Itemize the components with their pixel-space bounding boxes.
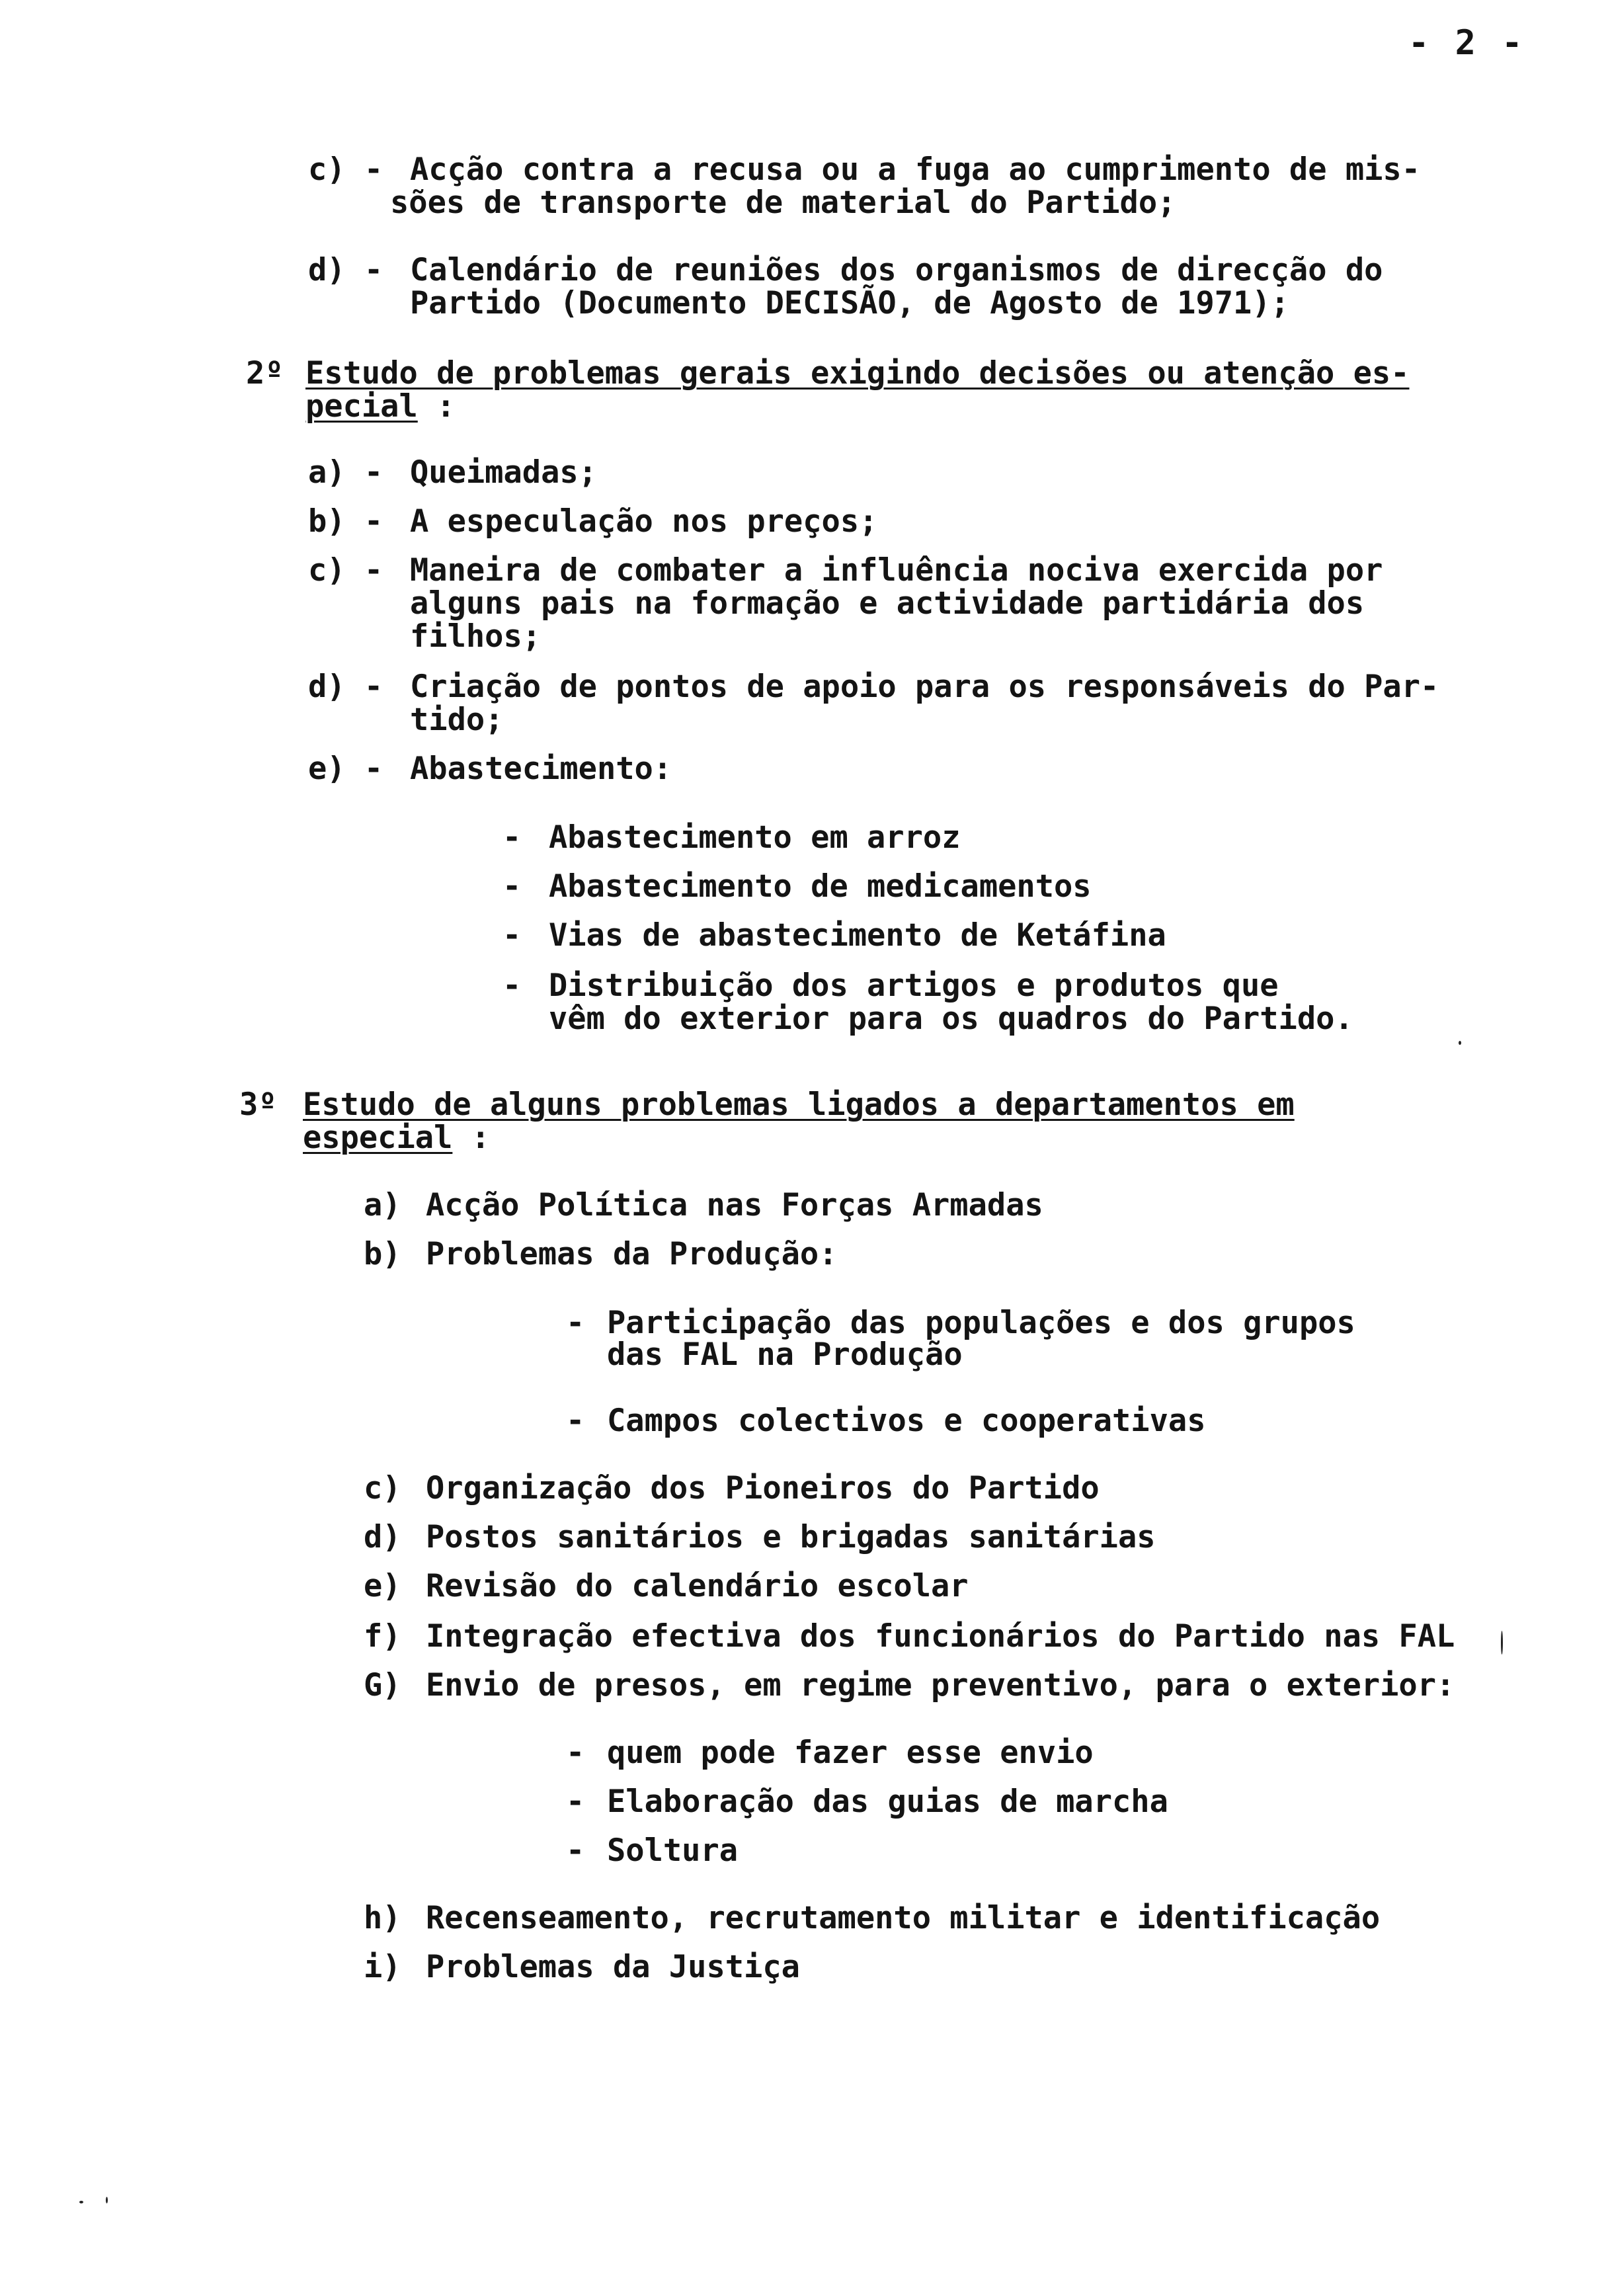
sub-item-text: vêm do exterior para os quadros do Partido. <box>549 1001 1353 1037</box>
sub-item-dash: - <box>502 868 522 905</box>
item-text: Criação de pontos de apoio para os responsáveis do Par- <box>410 669 1439 705</box>
item-text: Calendário de reuniões dos organismos de direcção do <box>410 252 1383 288</box>
sub-item-dash: - <box>502 819 522 856</box>
sub-item-text: Campos colectivos e cooperativas <box>607 1403 1206 1439</box>
item-label: G) <box>364 1667 401 1703</box>
item-label: a) <box>364 1187 401 1223</box>
item-text: Abastecimento: <box>410 751 672 787</box>
item-label: a) - <box>308 454 383 491</box>
item-text: A especulação nos preços; <box>410 503 878 540</box>
item-label: d) - <box>308 252 383 288</box>
item-label: b) <box>364 1236 401 1272</box>
sub-item-text: das FAL na Produção <box>607 1336 963 1373</box>
sub-item-text: Vias de abastecimento de Ketáfina <box>549 917 1166 954</box>
sub-item-text: Elaboração das guias de marcha <box>607 1784 1168 1820</box>
item-label: b) - <box>308 503 383 540</box>
item-label: d) <box>364 1519 401 1555</box>
item-text: Acção Política nas Forças Armadas <box>426 1187 1043 1223</box>
sub-item-dash: - <box>566 1305 585 1341</box>
item-label: f) <box>364 1618 401 1655</box>
item-text: tido; <box>410 702 504 738</box>
item-text: Revisão do calendário escolar <box>426 1568 969 1604</box>
item-text: Maneira de combater a influência nociva exercida por <box>410 552 1383 589</box>
item-label: c) - <box>308 151 383 188</box>
sub-item-dash: - <box>566 1735 585 1771</box>
sub-item-dash: - <box>502 917 522 954</box>
sub-item-text: Abastecimento de medicamentos <box>549 868 1092 905</box>
heading-colon: : <box>452 1120 490 1156</box>
sub-item-dash: - <box>566 1403 585 1439</box>
scan-speck <box>79 2201 83 2203</box>
item-label: d) - <box>308 669 383 705</box>
item-text: Integração efectiva dos funcionários do Partido nas FAL <box>426 1618 1455 1655</box>
item-label: i) <box>364 1949 401 1985</box>
sub-item-text: Abastecimento em arroz <box>549 819 961 856</box>
item-text: Problemas da Produção: <box>426 1236 838 1272</box>
section-heading-line2 <box>305 390 455 423</box>
item-label: h) <box>364 1900 401 1936</box>
item-text: sões de transporte de material do Partido; <box>390 184 1176 221</box>
item-text: Partido (Documento DECISÃO, de Agosto de 1971); <box>410 285 1289 321</box>
scan-speck <box>1459 1041 1461 1045</box>
item-text: Recenseamento, recrutamento militar e identificação <box>426 1900 1381 1936</box>
scan-speck <box>1501 1631 1503 1655</box>
item-text: Problemas da Justiça <box>426 1949 800 1985</box>
sub-item-text: Distribuição dos artigos e produtos que <box>549 967 1279 1004</box>
heading-colon: : <box>417 388 456 425</box>
item-text: Organização dos Pioneiros do Partido <box>426 1470 1100 1506</box>
item-text: Acção contra a recusa ou a fuga ao cumprimento de mis- <box>410 151 1421 188</box>
sub-item-dash: - <box>566 1832 585 1869</box>
sub-item-text: Participação das populações e dos grupos <box>607 1305 1355 1341</box>
item-text: Queimadas; <box>410 454 597 491</box>
item-label: c) - <box>308 552 383 589</box>
item-label: e) - <box>308 751 383 787</box>
section-heading-line2 <box>303 1122 490 1155</box>
item-text: Envio de presos, em regime preventivo, para o exterior: <box>426 1667 1455 1703</box>
scan-speck <box>106 2197 108 2203</box>
sub-item-text: quem pode fazer esse envio <box>607 1735 1094 1771</box>
section-number: 2º <box>246 355 284 391</box>
section-number: 3º <box>239 1086 277 1123</box>
item-text: alguns pais na formação e actividade partidária dos <box>410 585 1365 622</box>
section-heading: Estudo de problemas gerais exigindo decisões ou atenção es- <box>305 355 1410 391</box>
item-label: c) <box>364 1470 401 1506</box>
sub-item-dash: - <box>502 967 522 1004</box>
item-label: e) <box>364 1568 401 1604</box>
sub-item-dash: - <box>566 1784 585 1820</box>
item-text: Postos sanitários e brigadas sanitárias <box>426 1519 1156 1555</box>
sub-item-text: Soltura <box>607 1832 739 1869</box>
section-heading-cont: pecial <box>305 388 418 425</box>
page-number: - 2 - <box>1408 23 1525 63</box>
section-heading: Estudo de alguns problemas ligados a departamentos em <box>303 1086 1295 1123</box>
item-text: filhos; <box>410 618 542 655</box>
section-heading-cont: especial <box>303 1120 453 1156</box>
